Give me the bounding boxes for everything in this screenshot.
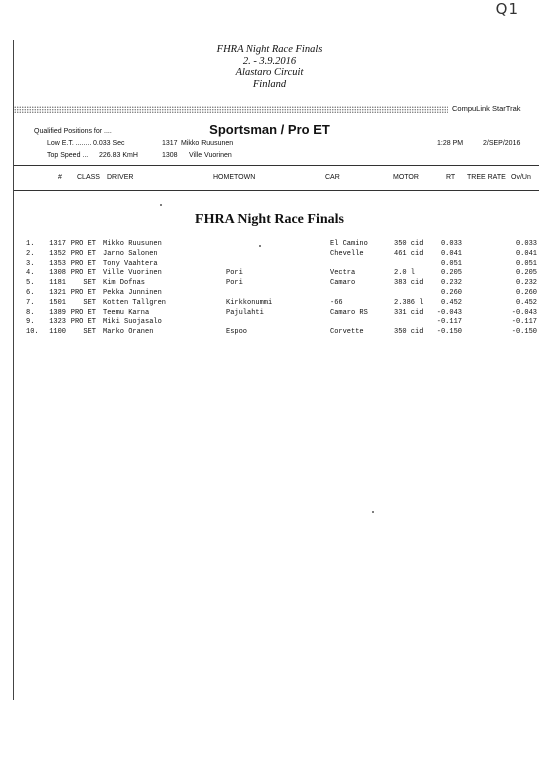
low-et-number: 1317 [162, 140, 178, 147]
row-car: -66 [330, 298, 343, 307]
row-position: 6. [26, 289, 35, 297]
row-ov-un: 0.260 [515, 289, 537, 297]
row-number: 1308 [49, 269, 66, 278]
row-hometown: Pajulahti [226, 308, 264, 317]
corner-annotation: Q1 [495, 0, 519, 18]
row-car: El Camino [330, 240, 368, 248]
row-position: 3. [26, 259, 35, 268]
row-position: 5. [26, 279, 35, 288]
row-position: 2. [26, 249, 35, 258]
row-position: 4. [26, 269, 35, 278]
row-class: PRO ET [70, 240, 96, 248]
row-driver: Pekka Junninen [103, 289, 162, 297]
top-speed-value: 226.83 KmH [99, 152, 138, 159]
row-motor: 350 cid [394, 240, 424, 248]
row-motor: 383 cid [394, 279, 424, 288]
left-margin-rule [13, 40, 14, 700]
row-driver: Kotten Tallgren [103, 298, 167, 307]
row-motor: 331 cid [394, 308, 424, 317]
row-position: 8. [26, 308, 35, 317]
row-ov-un: 0.205 [515, 269, 537, 278]
row-driver: Teemu Karna [103, 308, 150, 317]
row-rt: 0.033 [440, 240, 462, 248]
column-header-ov-un: Ov/Un [511, 174, 531, 181]
column-header-car: CAR [325, 174, 340, 181]
row-class: PRO ET [70, 259, 96, 268]
scan-speck [372, 511, 374, 513]
row-motor: 350 cid [394, 328, 424, 337]
row-ov-un: 0.232 [515, 279, 537, 288]
row-class: PRO ET [70, 289, 96, 297]
row-number: 1389 [49, 308, 66, 317]
row-class: PRO ET [70, 308, 96, 317]
qualified-positions-label: Qualified Positions for .... [34, 128, 112, 135]
row-number: 1501 [49, 298, 66, 307]
row-number: 1181 [49, 279, 66, 288]
row-number: 1321 [49, 289, 66, 297]
row-ov-un: -0.150 [511, 328, 537, 337]
row-ov-un: 0.452 [515, 298, 537, 307]
header-venue: Alastaro Circuit [235, 67, 304, 78]
header-country: Finland [252, 78, 287, 90]
column-header-rt: RT [446, 174, 456, 181]
header-dates: 2. - 3.9.2016 [242, 55, 297, 67]
row-position: 10. [26, 328, 39, 337]
row-driver: Marko Oranen [103, 328, 154, 337]
row-hometown: Kirkkonummi [226, 298, 273, 307]
dotted-separator [14, 106, 448, 113]
top-speed-driver: Ville Vuorinen [189, 152, 232, 159]
row-position: 1. [26, 240, 35, 248]
row-number: 1317 [49, 240, 66, 248]
row-driver: Jarno Salonen [103, 249, 158, 258]
column-header-driver: DRIVER [107, 174, 134, 181]
low-et-driver: Mikko Ruusunen [181, 140, 234, 147]
row-ov-un: 0.051 [515, 259, 537, 268]
row-car: Camaro RS [330, 308, 368, 317]
row-number: 1323 [49, 318, 66, 327]
row-car: Chevelle [330, 249, 364, 258]
column-header-number: # [58, 174, 62, 181]
row-car: Camaro [330, 279, 356, 288]
row-class: SET [83, 328, 96, 337]
row-driver: Tony Vaahtera [103, 259, 158, 268]
top-speed-number: 1308 [162, 152, 178, 159]
top-speed-label: Top Speed ... [47, 152, 89, 159]
row-hometown: Pori [226, 279, 243, 288]
row-rt: 0.260 [440, 289, 462, 297]
row-number: 1353 [49, 259, 66, 268]
row-position: 7. [26, 298, 35, 307]
scan-speck [259, 245, 261, 247]
row-driver: Mikko Ruusunen [103, 240, 162, 248]
low-et-label: Low E.T. ........ [47, 140, 92, 147]
row-class: PRO ET [70, 318, 96, 327]
row-ov-un: -0.117 [511, 318, 537, 327]
row-number: 1352 [49, 249, 66, 258]
row-driver: Kim Dofnas [103, 279, 146, 288]
row-rt: 0.041 [440, 249, 462, 258]
row-number: 1100 [49, 328, 66, 337]
row-rt: -0.150 [436, 328, 462, 337]
row-rt: 0.051 [440, 259, 462, 268]
row-rt: -0.117 [436, 318, 462, 327]
row-class: PRO ET [70, 249, 96, 258]
row-class: PRO ET [70, 269, 96, 278]
row-car: Vectra [330, 269, 356, 278]
event-time: 1:28 PM [437, 140, 464, 147]
event-header [0, 44, 539, 90]
column-header-motor: MOTOR [393, 174, 419, 181]
row-motor: 461 cid [394, 249, 424, 258]
row-driver: Miki Suojasalo [103, 318, 162, 327]
row-ov-un: 0.033 [515, 240, 537, 248]
row-car: Corvette [330, 328, 364, 337]
row-motor: 2.0 l [394, 269, 416, 278]
row-motor: 2.386 l [394, 298, 424, 307]
column-header-tree-rate: TREE RATE [467, 174, 506, 181]
row-position: 9. [26, 318, 35, 327]
compulink-label: CompuLink StarTrak [452, 104, 521, 113]
row-hometown: Pori [226, 269, 243, 278]
row-rt: -0.043 [436, 308, 462, 317]
scan-speck [160, 204, 162, 206]
header-title: FHRA Night Race Finals [216, 44, 323, 55]
row-class: SET [83, 298, 96, 307]
row-driver: Ville Vuorinen [103, 269, 162, 278]
row-ov-un: 0.041 [515, 249, 537, 258]
table-header-top-rule [14, 165, 539, 166]
row-rt: 0.232 [440, 279, 462, 288]
column-header-hometown: HOMETOWN [213, 174, 256, 181]
row-hometown: Espoo [226, 328, 248, 337]
event-class-title: Sportsman / Pro ET [209, 122, 330, 137]
column-header-class: CLASS [77, 174, 100, 181]
results-section-title: FHRA Night Race Finals [195, 212, 344, 227]
row-ov-un: -0.043 [511, 308, 537, 317]
row-rt: 0.452 [440, 298, 462, 307]
row-rt: 0.205 [440, 269, 462, 278]
low-et-value: 0.033 Sec [93, 140, 125, 147]
event-date: 2/SEP/2016 [483, 140, 521, 147]
row-class: SET [83, 279, 96, 288]
table-header-bottom-rule [14, 190, 539, 191]
